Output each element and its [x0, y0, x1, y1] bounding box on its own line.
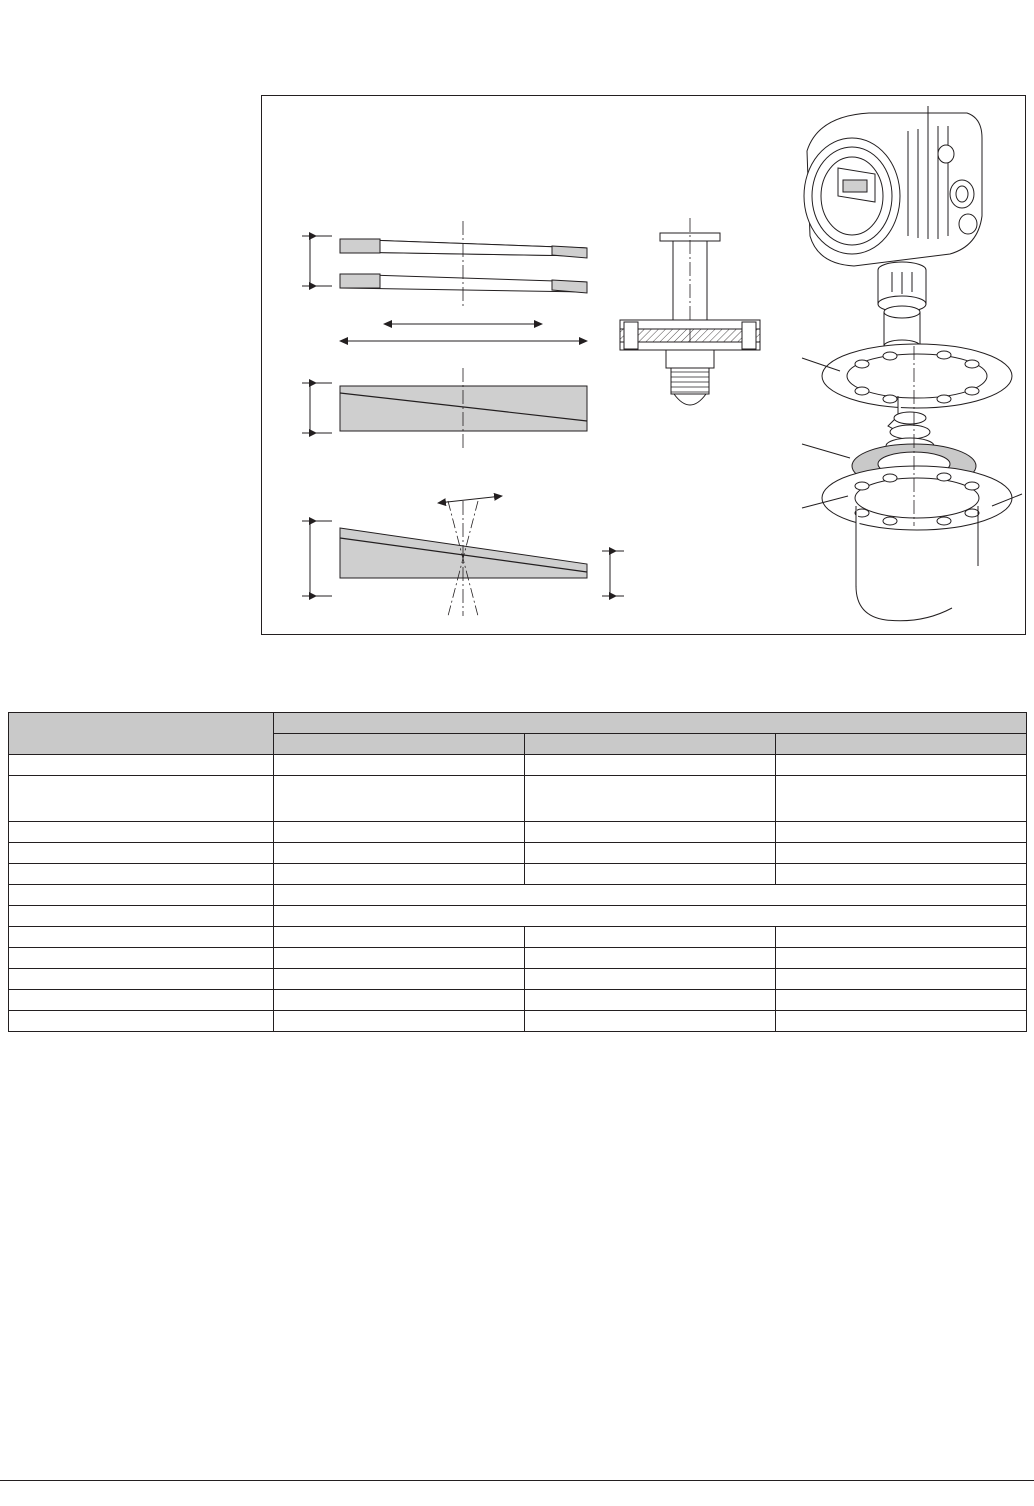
table-cell: [776, 843, 1027, 864]
table-cell: [9, 1011, 274, 1032]
table-cell-wide: [274, 885, 1027, 906]
table-cell: [776, 776, 1027, 822]
table-cell: [9, 822, 274, 843]
table-cell: [9, 927, 274, 948]
table-cell: [776, 990, 1027, 1011]
table-cell: [9, 948, 274, 969]
table-cell: [525, 990, 776, 1011]
table-cell: [525, 843, 776, 864]
table-row: [9, 776, 1027, 822]
table-subheader-cell-2: [525, 734, 776, 755]
table-cell: [9, 990, 274, 1011]
table-cell: [9, 969, 274, 990]
table-cell: [776, 864, 1027, 885]
table-cell: [776, 1011, 1027, 1032]
table-row: [9, 927, 1027, 948]
table-cell: [525, 927, 776, 948]
table-cell: [9, 843, 274, 864]
table-cell: [525, 822, 776, 843]
table-cell: [274, 843, 525, 864]
table-cell: [9, 885, 274, 906]
table-cell: [776, 755, 1027, 776]
table-row: [9, 906, 1027, 927]
table-cell: [274, 990, 525, 1011]
table-cell: [776, 822, 1027, 843]
table-subheader-cell-1: [274, 734, 525, 755]
table-cell: [274, 948, 525, 969]
table-cell: [525, 969, 776, 990]
table-row: [9, 864, 1027, 885]
table-cell: [525, 1011, 776, 1032]
table-cell: [776, 927, 1027, 948]
table-row: [9, 990, 1027, 1011]
table-cell: [9, 864, 274, 885]
table-header-cell-group: [274, 713, 1027, 734]
table-cell: [525, 864, 776, 885]
table-row: [9, 969, 1027, 990]
table-cell: [274, 927, 525, 948]
table-row: [9, 885, 1027, 906]
figure-frame: [261, 95, 1026, 635]
table-cell: [274, 776, 525, 822]
table-row: [9, 948, 1027, 969]
table-header-row: [9, 713, 1027, 734]
table-row: [9, 822, 1027, 843]
figure-graphic: [262, 96, 1025, 634]
specification-table: [8, 712, 1027, 1032]
page-footer-rule: [0, 1480, 1034, 1481]
table-cell: [9, 906, 274, 927]
table-cell: [274, 969, 525, 990]
table-row: [9, 843, 1027, 864]
table-cell: [274, 822, 525, 843]
table-cell: [525, 948, 776, 969]
table-cell-wide: [274, 906, 1027, 927]
table-cell: [274, 1011, 525, 1032]
table-cell: [525, 755, 776, 776]
table-cell: [525, 776, 776, 822]
table-cell: [9, 776, 274, 822]
table-cell: [776, 948, 1027, 969]
table-row: [9, 755, 1027, 776]
table-header-cell-param: [9, 713, 274, 755]
table-subheader-cell-3: [776, 734, 1027, 755]
table-cell: [274, 755, 525, 776]
table-cell: [776, 969, 1027, 990]
table-cell: [9, 755, 274, 776]
table-row: [9, 1011, 1027, 1032]
table-cell: [274, 864, 525, 885]
